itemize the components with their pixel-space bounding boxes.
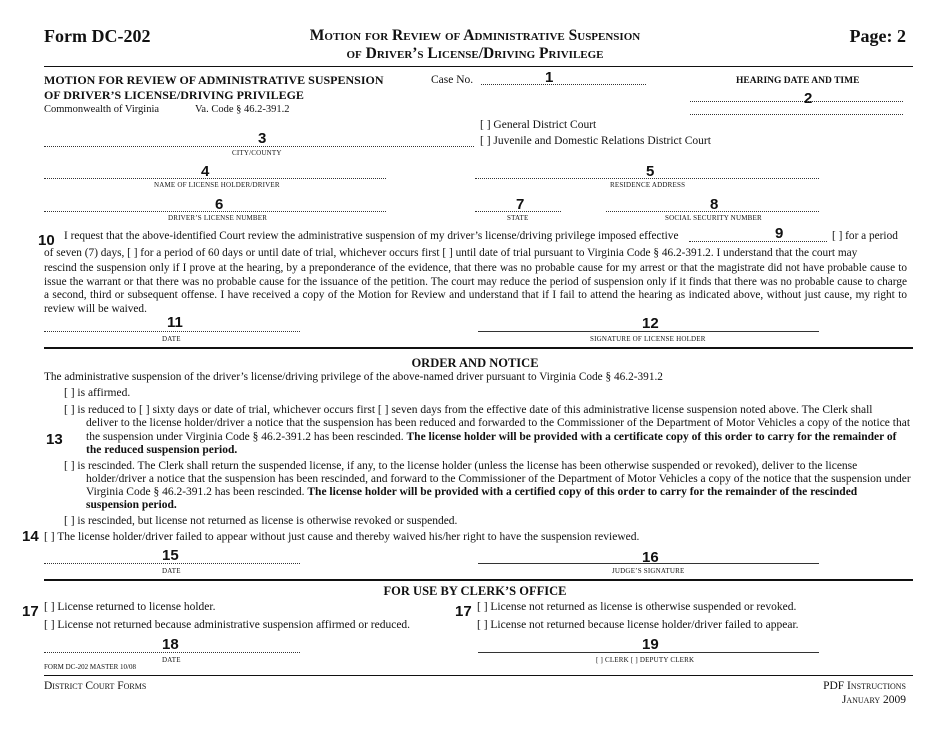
residence-field[interactable] <box>475 178 819 179</box>
order-divider <box>44 347 913 349</box>
clerk-date-field[interactable] <box>44 652 300 653</box>
reduced-line3 <box>86 431 896 443</box>
marker-5: 5 <box>646 163 655 180</box>
marker-4: 4 <box>201 163 210 180</box>
form-title <box>250 27 700 63</box>
effective-date-field[interactable] <box>689 241 827 242</box>
ssn-label: SOCIAL SECURITY NUMBER <box>665 214 762 222</box>
reduced-line4: the reduced suspension period. <box>86 444 238 456</box>
footer-left: District Court Forms <box>44 680 147 692</box>
holder-signature-field[interactable] <box>478 331 819 332</box>
marker-10: 10 <box>38 232 55 249</box>
clerk-signature-field[interactable] <box>478 652 819 653</box>
reduced-line3-bold: The license holder will be provided with a certificate copy of this order to carry for the remainder of <box>406 431 897 443</box>
failed-to-appear-checkbox[interactable]: [ ] The license holder/driver failed to appear without just cause and thereby waived his/her right to have the suspension reviewed. <box>44 531 640 543</box>
rescinded-line4: suspension period. <box>86 499 177 511</box>
marker-13: 13 <box>46 431 63 448</box>
not-returned-checkbox[interactable]: [ ] is rescinded, but license not returned as license is otherwise revoked or suspended. <box>64 515 458 527</box>
returned-checkbox[interactable]: [ ] License returned to license holder. <box>44 601 216 613</box>
clerk-signature-label: [ ] CLERK [ ] DEPUTY CLERK <box>596 656 695 664</box>
marker-8: 8 <box>710 196 719 213</box>
form-number: Form DC-202 <box>44 26 151 46</box>
marker-14: 14 <box>22 528 39 545</box>
marker-6: 6 <box>215 196 224 213</box>
judge-signature-label: JUDGE’S SIGNATURE <box>612 567 685 575</box>
commonwealth-label: Commonwealth of Virginia <box>44 104 160 115</box>
reduced-line3-text: the suspension under Virginia Code § 46.2-391.2 has been rescinded. <box>86 431 404 443</box>
marker-7: 7 <box>516 196 525 213</box>
state-label: STATE <box>507 214 529 222</box>
reduced-line2: deliver to the license holder/driver a notice that the suspension has been reduced and forwarded to the Commissioner of the Department of Motor Vehicles a copy of the notice that <box>86 417 911 429</box>
rescinded-checkbox[interactable]: [ ] is rescinded. The Clerk shall return the suspended license, if any, to the license holder (unless the license has been otherwise suspended or revoked), deliver to the license <box>64 460 858 472</box>
not-returned-failed-checkbox[interactable]: [ ] License not returned because license holder/driver failed to appear. <box>477 619 799 631</box>
caption-line2: OF DRIVER’S LICENSE/DRIVING PRIVILEGE <box>44 88 304 102</box>
marker-2: 2 <box>804 90 813 107</box>
marker-15: 15 <box>162 547 179 564</box>
case-no-field[interactable] <box>481 84 646 85</box>
state-field[interactable] <box>475 211 561 212</box>
marker-12: 12 <box>642 315 659 332</box>
rescinded-line2: holder/driver a notice that the suspension has been rescinded, and forward to the Commissioner of the Department of Motor Vehicles a copy of the notice that the suspension under <box>86 473 911 485</box>
rescinded-line3 <box>86 486 857 498</box>
rescinded-line3-bold: The license holder will be provided with a certified copy of this order to carry for the remainder of the rescinded <box>307 486 858 498</box>
marker-18: 18 <box>162 636 179 653</box>
caption-line1: MOTION FOR REVIEW OF ADMINISTRATIVE SUSPENSION <box>44 73 384 87</box>
request-line1-end: [ ] for a period <box>832 230 898 242</box>
reduced-checkbox[interactable]: [ ] is reduced to [ ] sixty days or date of trial, whichever occurs first [ ] seven days from the effective date of this administrative license suspension noted above. The Clerk shall <box>64 404 873 416</box>
not-returned-revoked-checkbox[interactable]: [ ] License not returned as license is otherwise suspended or revoked. <box>477 601 797 613</box>
not-returned-affirmed-checkbox[interactable]: [ ] License not returned because administrative suspension affirmed or reduced. <box>44 619 411 631</box>
request-date-field[interactable] <box>44 331 300 332</box>
top-divider <box>44 66 913 67</box>
name-field[interactable] <box>44 178 386 179</box>
residence-label: RESIDENCE ADDRESS <box>610 181 686 189</box>
hearing-label: HEARING DATE AND TIME <box>736 76 860 86</box>
marker-16: 16 <box>642 549 659 566</box>
dl-number-field[interactable] <box>44 211 386 212</box>
footer-right-line2: January 2009 <box>841 694 906 706</box>
order-heading: ORDER AND NOTICE <box>411 356 539 370</box>
footer-divider <box>44 675 913 676</box>
request-date-label: DATE <box>162 335 181 343</box>
order-date-field[interactable] <box>44 563 300 564</box>
marker-17-left: 17 <box>22 603 39 620</box>
order-date-label: DATE <box>162 567 181 575</box>
request-line2: of seven (7) days, [ ] for a period of 60 days or until date of trial, whichever occurs first [ ] until date of trial pursuant to Virginia Code § 46.2-391.2. I understand that the court may <box>44 247 858 259</box>
marker-3: 3 <box>258 130 267 147</box>
request-line1: I request that the above-identified Court review the administrative suspension of my driver’s license/driving privilege imposed effective <box>64 230 679 242</box>
clerk-heading: FOR USE BY CLERK’S OFFICE <box>383 584 567 598</box>
code-label: Va. Code § 46.2-391.2 <box>195 104 290 115</box>
marker-17-right: 17 <box>455 603 472 620</box>
name-label: NAME OF LICENSE HOLDER/DRIVER <box>154 181 280 189</box>
holder-signature-label: SIGNATURE OF LICENSE HOLDER <box>590 335 706 343</box>
dl-number-label: DRIVER’S LICENSE NUMBER <box>168 214 268 222</box>
form-master-label: FORM DC-202 MASTER 10/08 <box>44 663 136 671</box>
marker-1: 1 <box>545 69 554 86</box>
footer-right-line1: PDF Instructions <box>823 680 906 692</box>
request-body: rescind the suspension only if I prove at the hearing, by a preponderance of the evidence, that there was no probable cause for my arrest or that the magistrate did not have probable cause to issue the warrant or that there was no probable cause for the issuance of the petition. The court may reduce the period of suspension only if it finds that there was no probable cause to charge a second, third or subsequent offense. I have received a copy of the Motion for Review and understand that if I fail to attend the hearing as indicated above, without just cause, my right to review will be waived. <box>44 262 907 315</box>
page-number: Page: 2 <box>849 26 906 46</box>
clerk-date-label: DATE <box>162 656 181 664</box>
case-no-label: Case No. <box>431 74 474 86</box>
order-intro: The administrative suspension of the driver’s license/driving privilege of the above-named driver pursuant to Virginia Code § 46.2-391.2 <box>44 371 663 383</box>
city-label: CITY/COUNTY <box>232 149 282 157</box>
city-field[interactable] <box>44 146 474 147</box>
form-title-line2: of Driver’s License/Driving Privilege <box>346 45 604 62</box>
form-title-line1: Motion for Review of Administrative Suspension <box>309 27 641 44</box>
hearing-field-1[interactable] <box>690 101 903 102</box>
affirmed-checkbox[interactable]: [ ] is affirmed. <box>64 387 131 399</box>
clerk-divider <box>44 579 913 581</box>
marker-9: 9 <box>775 225 784 242</box>
ssn-field[interactable] <box>606 211 819 212</box>
marker-11: 11 <box>167 314 183 331</box>
jdr-checkbox[interactable]: [ ] Juvenile and Domestic Relations District Court <box>480 135 711 147</box>
marker-19: 19 <box>642 636 659 653</box>
gdc-checkbox[interactable]: [ ] General District Court <box>480 119 597 131</box>
hearing-field-2[interactable] <box>690 114 903 115</box>
rescinded-line3-text: Virginia Code § 46.2-391.2 has been rescinded. <box>86 486 305 498</box>
judge-signature-field[interactable] <box>478 563 819 564</box>
